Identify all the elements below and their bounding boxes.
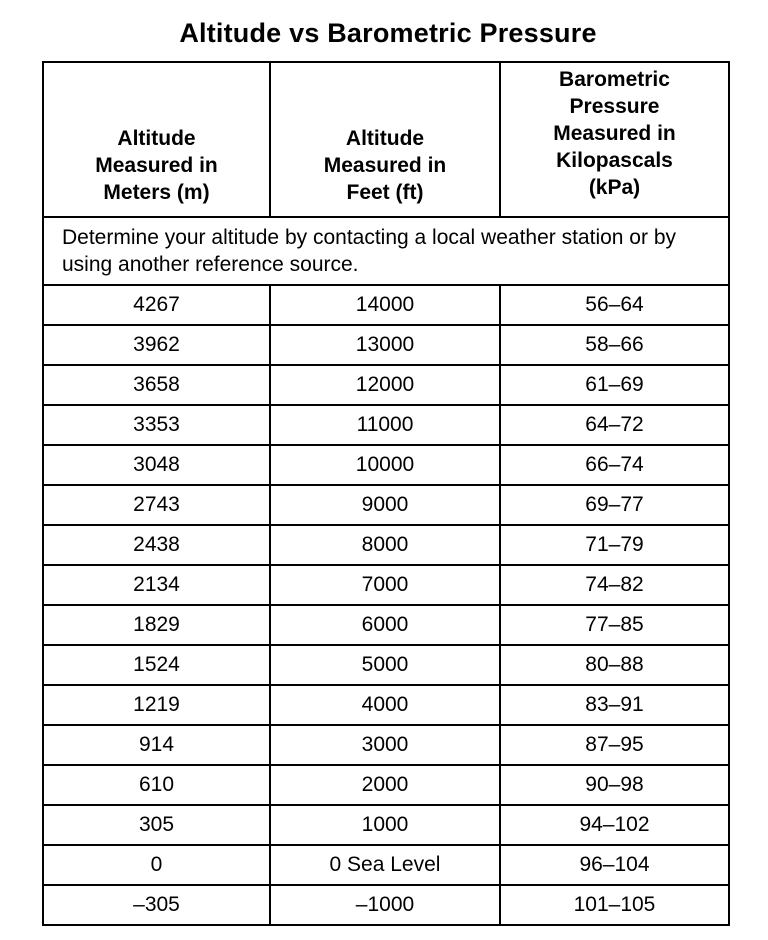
cell-feet: –1000: [270, 885, 500, 925]
cell-kpa: 71–79: [500, 525, 729, 565]
table-row: [43, 725, 729, 765]
cell-meters: 3962: [43, 325, 270, 365]
cell-kpa: 90–98: [500, 765, 729, 805]
table-row: [43, 685, 729, 725]
cell-feet: 6000: [270, 605, 500, 645]
table-row: [43, 645, 729, 685]
cell-kpa: 83–91: [500, 685, 729, 725]
cell-kpa: 74–82: [500, 565, 729, 605]
header-kpa: Barometric Pressure Measured in Kilopascals (kPa): [500, 62, 729, 217]
cell-meters: 1524: [43, 645, 270, 685]
cell-kpa: 101–105: [500, 885, 729, 925]
cell-feet: 8000: [270, 525, 500, 565]
cell-feet: 11000: [270, 405, 500, 445]
cell-feet: 0 Sea Level: [270, 845, 500, 885]
table-row: [43, 885, 729, 925]
note-row: [43, 217, 729, 285]
cell-meters: 3353: [43, 405, 270, 445]
table-row: [43, 525, 729, 565]
cell-feet: 4000: [270, 685, 500, 725]
table-row: [43, 765, 729, 805]
note-text: Determine your altitude by contacting a local weather station or by using another reference source.: [43, 217, 729, 285]
cell-kpa: 69–77: [500, 485, 729, 525]
cell-meters: 305: [43, 805, 270, 845]
cell-kpa: 87–95: [500, 725, 729, 765]
table-row: [43, 365, 729, 405]
header-row: [43, 62, 729, 217]
cell-feet: 12000: [270, 365, 500, 405]
cell-kpa: 58–66: [500, 325, 729, 365]
cell-meters: 3658: [43, 365, 270, 405]
cell-feet: 1000: [270, 805, 500, 845]
cell-feet: 13000: [270, 325, 500, 365]
table-body: [43, 285, 729, 925]
cell-feet: 9000: [270, 485, 500, 525]
cell-meters: 1219: [43, 685, 270, 725]
table-row: [43, 565, 729, 605]
table-row: [43, 845, 729, 885]
cell-kpa: 56–64: [500, 285, 729, 325]
cell-kpa: 96–104: [500, 845, 729, 885]
cell-kpa: 66–74: [500, 445, 729, 485]
table-row: [43, 445, 729, 485]
cell-meters: 2134: [43, 565, 270, 605]
table-row: [43, 805, 729, 845]
cell-meters: 0: [43, 845, 270, 885]
cell-meters: 3048: [43, 445, 270, 485]
cell-kpa: 77–85: [500, 605, 729, 645]
cell-meters: 914: [43, 725, 270, 765]
cell-meters: 1829: [43, 605, 270, 645]
cell-feet: 10000: [270, 445, 500, 485]
cell-meters: 2743: [43, 485, 270, 525]
table-row: [43, 285, 729, 325]
cell-meters: 610: [43, 765, 270, 805]
page-title: Altitude vs Barometric Pressure: [179, 18, 597, 48]
header-feet: Altitude Measured in Feet (ft): [270, 62, 500, 217]
cell-kpa: 80–88: [500, 645, 729, 685]
cell-feet: 2000: [270, 765, 500, 805]
cell-kpa: 61–69: [500, 365, 729, 405]
cell-feet: 7000: [270, 565, 500, 605]
table-row: [43, 405, 729, 445]
header-meters: Altitude Measured in Meters (m): [43, 62, 270, 217]
cell-feet: 5000: [270, 645, 500, 685]
cell-kpa: 94–102: [500, 805, 729, 845]
altitude-pressure-table: [42, 61, 730, 926]
table-row: [43, 605, 729, 645]
cell-feet: 14000: [270, 285, 500, 325]
cell-meters: 2438: [43, 525, 270, 565]
cell-meters: 4267: [43, 285, 270, 325]
cell-meters: –305: [43, 885, 270, 925]
cell-kpa: 64–72: [500, 405, 729, 445]
cell-feet: 3000: [270, 725, 500, 765]
table-row: [43, 485, 729, 525]
table-row: [43, 325, 729, 365]
